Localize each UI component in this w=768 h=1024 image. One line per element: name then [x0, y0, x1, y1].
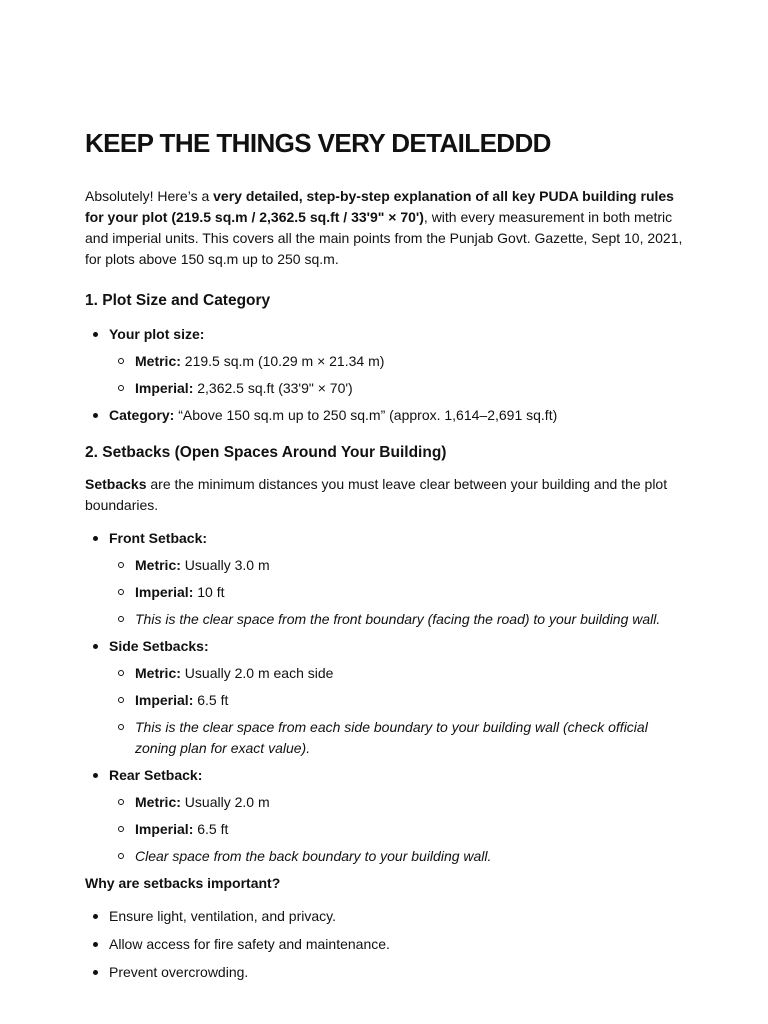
side-imperial-label: Imperial:: [135, 692, 194, 708]
list-item-metric: [109, 351, 688, 372]
metric-value: 219.5 sq.m (10.29 m × 21.34 m): [180, 353, 385, 369]
list-item: Ensure light, ventilation, and privacy.: [85, 906, 688, 927]
front-metric-value: Usually 3.0 m: [180, 557, 270, 573]
list-item-front-imperial: [109, 582, 688, 603]
why-setbacks-heading: Why are setbacks important?: [85, 875, 281, 891]
front-metric-label: Metric:: [135, 557, 181, 573]
intro-rest: , with every measurement in both metric and imperial units. This covers all the main points from the Punjab Govt. Gazette, Sept 10, 2021, for plots above 150 sq.m up to 250 sq.m.: [85, 209, 683, 267]
front-imperial-label: Imperial:: [135, 584, 194, 600]
why-setbacks-list: [85, 906, 688, 983]
plot-size-list: [85, 324, 688, 426]
list-item-rear-setback: [85, 765, 688, 867]
list-item-category: [85, 405, 688, 426]
list-item-front-note: [109, 609, 688, 630]
rear-imperial-label: Imperial:: [135, 821, 194, 837]
rear-imperial-value: 6.5 ft: [193, 821, 229, 837]
category-label: Category:: [109, 407, 175, 423]
intro-paragraph: [85, 186, 688, 270]
imperial-value: 2,362.5 sq.ft (33'9" × 70'): [193, 380, 353, 396]
list-item-front-metric: [109, 555, 688, 576]
plot-size-label: Your plot size:: [109, 326, 205, 342]
list-item-side-metric: [109, 663, 688, 684]
side-setbacks-sublist: [109, 663, 688, 759]
front-imperial-value: 10 ft: [193, 584, 225, 600]
side-metric-label: Metric:: [135, 665, 181, 681]
rear-metric-value: Usually 2.0 m: [180, 794, 270, 810]
rear-setback-sublist: [109, 792, 688, 867]
section-heading-plot-size: 1. Plot Size and Category: [85, 292, 271, 309]
list-item: Prevent overcrowding.: [85, 962, 688, 983]
front-setback-label: Front Setback:: [109, 530, 208, 546]
list-item-rear-imperial: [109, 819, 688, 840]
list-item-imperial: [109, 378, 688, 399]
setbacks-list: [85, 528, 688, 867]
setbacks-paragraph: [85, 474, 688, 516]
side-imperial-value: 6.5 ft: [193, 692, 229, 708]
setbacks-definition: are the minimum distances you must leave clear between your building and the plot boundaries.: [85, 476, 668, 513]
side-setbacks-label: Side Setbacks:: [109, 638, 209, 654]
imperial-label: Imperial:: [135, 380, 194, 396]
list-item: Allow access for fire safety and maintenance.: [85, 934, 688, 955]
setbacks-term: Setbacks: [85, 476, 147, 492]
side-note: This is the clear space from each side boundary to your building wall (check official zoning plan for exact value).: [135, 719, 648, 756]
intro-bold: very detailed, step-by-step explanation of all key PUDA building rules for your plot (219.5 sq.m / 2,362.5 sq.ft / 33'9" × 70'): [85, 188, 674, 225]
list-item-rear-metric: [109, 792, 688, 813]
list-item-plot-size: [85, 324, 688, 399]
list-item-front-setback: [85, 528, 688, 630]
front-note: This is the clear space from the front boundary (facing the road) to your building wall.: [135, 611, 661, 627]
rear-setback-label: Rear Setback:: [109, 767, 203, 783]
rear-metric-label: Metric:: [135, 794, 181, 810]
page-title: KEEP THE THINGS VERY DETAILEDDD: [85, 128, 551, 158]
category-value: “Above 150 sq.m up to 250 sq.m” (approx. 1,614–2,691 sq.ft): [174, 407, 558, 423]
list-item-side-setbacks: [85, 636, 688, 759]
intro-lead: Absolutely! Here’s a: [85, 188, 214, 204]
list-item-side-imperial: [109, 690, 688, 711]
rear-note: Clear space from the back boundary to your building wall.: [135, 848, 492, 864]
section-heading-setbacks: 2. Setbacks (Open Spaces Around Your Building): [85, 444, 447, 461]
front-setback-sublist: [109, 555, 688, 630]
list-item-side-note: [109, 717, 688, 759]
plot-size-sublist: [109, 351, 688, 399]
list-item-rear-note: [109, 846, 688, 867]
side-metric-value: Usually 2.0 m each side: [180, 665, 334, 681]
metric-label: Metric:: [135, 353, 181, 369]
